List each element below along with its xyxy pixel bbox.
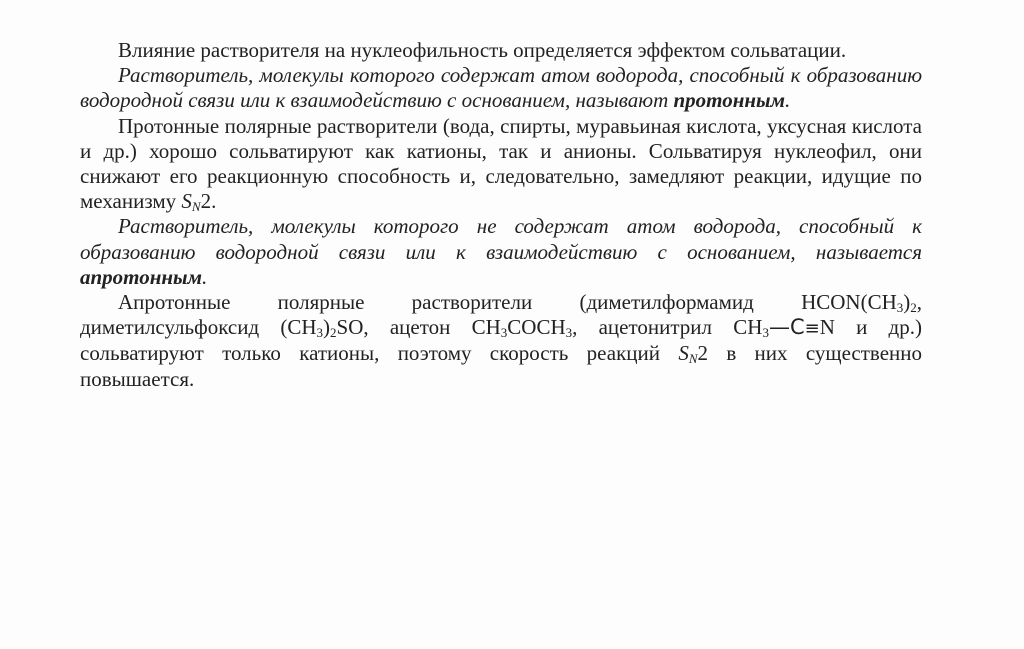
paragraph-text: SO, ацетон CH bbox=[336, 315, 501, 340]
term-protic: протонным bbox=[673, 88, 786, 113]
paragraph-text: , диметилсульфоксид (CH bbox=[80, 290, 922, 340]
punctuation: . bbox=[211, 189, 217, 214]
punctuation: . bbox=[202, 264, 208, 289]
paragraph-solvation bbox=[80, 38, 922, 63]
paragraph-text: , ацетонитрил CH bbox=[572, 315, 763, 340]
punctuation: . bbox=[785, 88, 791, 113]
formula-subscript: 3 bbox=[565, 325, 573, 341]
paragraph-text: Протонные полярные растворители (вода, спирты, муравьиная кислота, уксусная кислота и др.) хорошо сольватируют как катионы, так и анионы. Сольватируя нуклеофил, они снижают его реакционную способность и, следовательно, замедляют реакции, идущие по механизму bbox=[80, 113, 922, 214]
paragraph-text: Влияние растворителя на нуклеофильность определяется эффектом сольватации. bbox=[118, 38, 847, 62]
sn-order: 2 bbox=[697, 341, 708, 366]
formula-subscript: 2 bbox=[910, 300, 917, 316]
formula-subscript: 2 bbox=[330, 325, 337, 341]
formula-subscript: 3 bbox=[500, 325, 508, 341]
text-body bbox=[80, 38, 922, 392]
sn-order: 2 bbox=[200, 189, 212, 214]
definition-text: Растворитель, молекулы которого содержат атом водорода, способный к образованию водородной связи или к взаимодействию с основанием, называют bbox=[80, 63, 922, 113]
paragraph-text: в них существенно повышается. bbox=[80, 341, 922, 391]
definition-protic bbox=[80, 63, 922, 113]
paragraph-text: ) bbox=[903, 290, 911, 315]
paragraph-aprotic-solvents bbox=[80, 290, 922, 392]
paragraph-text: COCH bbox=[507, 315, 566, 340]
bond-text: —C bbox=[768, 315, 805, 340]
triple-bond: ≡ bbox=[804, 318, 820, 340]
sn-symbol: S bbox=[181, 189, 192, 214]
paragraph-text: Апротонные полярные растворители (диметилформамид HCON(CH bbox=[118, 290, 897, 315]
formula-subscript: 3 bbox=[762, 325, 769, 341]
formula-subscript: 3 bbox=[896, 300, 904, 316]
paragraph-protic-solvents bbox=[80, 114, 922, 215]
sn-subscript: N bbox=[191, 199, 201, 215]
formula-subscript: 3 bbox=[316, 325, 324, 341]
definition-aprotic bbox=[80, 214, 922, 290]
definition-text: Растворитель, молекулы которого не содержат атом водорода, способный к образованию водородной связи или к взаимодействию с основанием, называется bbox=[80, 214, 922, 264]
sn-subscript: N bbox=[688, 351, 698, 367]
term-aprotic: апротонным bbox=[80, 264, 203, 289]
paragraph-text: ) bbox=[323, 315, 331, 340]
paragraph-text: N и др.) сольватируют только катионы, поэтому скорость реакций bbox=[80, 315, 922, 366]
sn-symbol: S bbox=[678, 341, 689, 366]
